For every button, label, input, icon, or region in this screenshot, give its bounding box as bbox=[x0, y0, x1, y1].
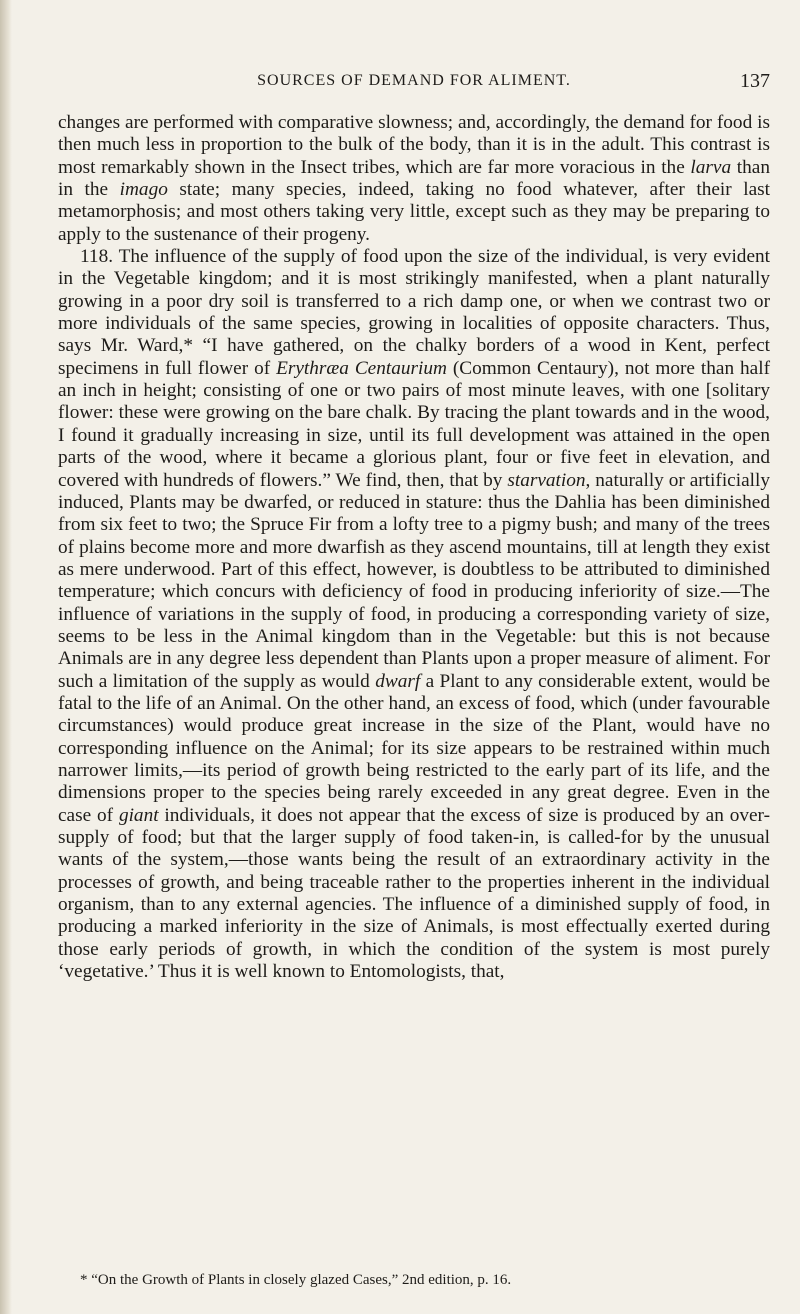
paragraph-insect-tribes bbox=[58, 112, 770, 246]
text-run: 118. The influence of the supply of food upon the size of the individual, is very evident in the Vegetable kingdom; and it is most strikingly manifested, when a plant naturally growing in a poor dry soil is transferred to a rich damp one, or when we contrast two or more individuals of the same species, growing in localities of opposite characters. Thus, says Mr. Ward,* “I have gathered, on the chalky borders of a wood in Kent, perfect specimens in full flower of bbox=[58, 246, 770, 379]
italic-term-giant: giant bbox=[118, 804, 159, 826]
italic-term-larva: larva bbox=[690, 156, 732, 178]
text-run: changes are performed with comparative slowness; and, accordingly, the demand for food is then much less in proportion to the bulk of the body, than it is in the adult. This contrast is most remarkably shown in the Insect tribes, which are far more voracious in the bbox=[58, 112, 770, 178]
body-text bbox=[58, 112, 770, 983]
footnote: * “On the Growth of Plants in closely glazed Cases,” 2nd edition, p. 16. bbox=[80, 1272, 512, 1288]
running-title: SOURCES OF DEMAND FOR ALIMENT. bbox=[257, 72, 571, 89]
italic-term-dwarf: dwarf bbox=[375, 670, 421, 692]
italic-term-imago: imago bbox=[119, 179, 168, 201]
book-spine-shadow bbox=[0, 0, 12, 1314]
text-run: individuals, it does not appear that the excess of size is produced by an over-supply of food; but that the larger supply of food taken-in, is called-for by the unusual wants of the system,—those wants being the result of an extraordinary activity in the processes of growth, and being traceable rather to the properties inherent in the individual organism, than to any external agencies. The influence of a diminished supply of food, in producing a marked inferiority in the size of Animals, is most effectually exerted during those early periods of growth, in which the condition of the system is most purely ‘vegetative.’ Thus it is well known to Entomologists, that, bbox=[58, 804, 770, 983]
page-header bbox=[58, 70, 770, 94]
italic-species-name: Erythræa Centaurium bbox=[276, 357, 447, 379]
text-run: state; many species, indeed, taking no food whatever, after their last metamorphosis; and most others taking very little, except such as they may be preparing to apply to the sustenance of their progeny. bbox=[58, 179, 770, 245]
text-run: a Plant to any considerable extent, would be fatal to the life of an Animal. On the other hand, an excess of food, which (under favourable circumstances) would produce great increase in the size of the Plant, would have no corresponding influence on the Animal; for its size appears to be restrained within much narrower limits,—its period of growth being restricted to the early part of its life, and the dimensions proper to the species being rarely exceeded in any great degree. Even in the case of bbox=[58, 670, 770, 826]
text-run: , naturally or artificially induced, Plants may be dwarfed, or reduced in stature: thus the Dahlia has been diminished from six feet to two; the Spruce Fir from a lofty tree to a pigmy bush; and many of the trees of plains become more and more dwarfish as they ascend mountains, till at length they exist as mere underwood. Part of this effect, however, is doubtless to be attributed to diminished temperature; which concurs with deficiency of food in producing inferiority of size.—The influence of variations in the supply of food, in producing a corresponding variety of size, seems to be less in the Animal kingdom than in the Vegetable: but this is not because Animals are in any degree less dependent than Plants upon a proper measure of aliment. For such a limitation of the supply as would bbox=[58, 469, 770, 692]
page-number: 137 bbox=[740, 70, 770, 92]
italic-term-starvation: starvation bbox=[507, 469, 586, 491]
text-run: than in the bbox=[58, 156, 770, 201]
paragraph-118 bbox=[58, 246, 770, 983]
text-run: (Common Centaury), not more than half an inch in height; consisting of one or two pairs of most minute leaves, with one [solitary flower: these were growing on the bare chalk. By tracing the plant towards and in the wood, I found it gradually increasing in size, until its full development was attained in the open parts of the wood, where it became a glorious plant, four or five feet in elevation, and covered with hundreds of flowers.” We find, then, that by bbox=[58, 357, 770, 491]
